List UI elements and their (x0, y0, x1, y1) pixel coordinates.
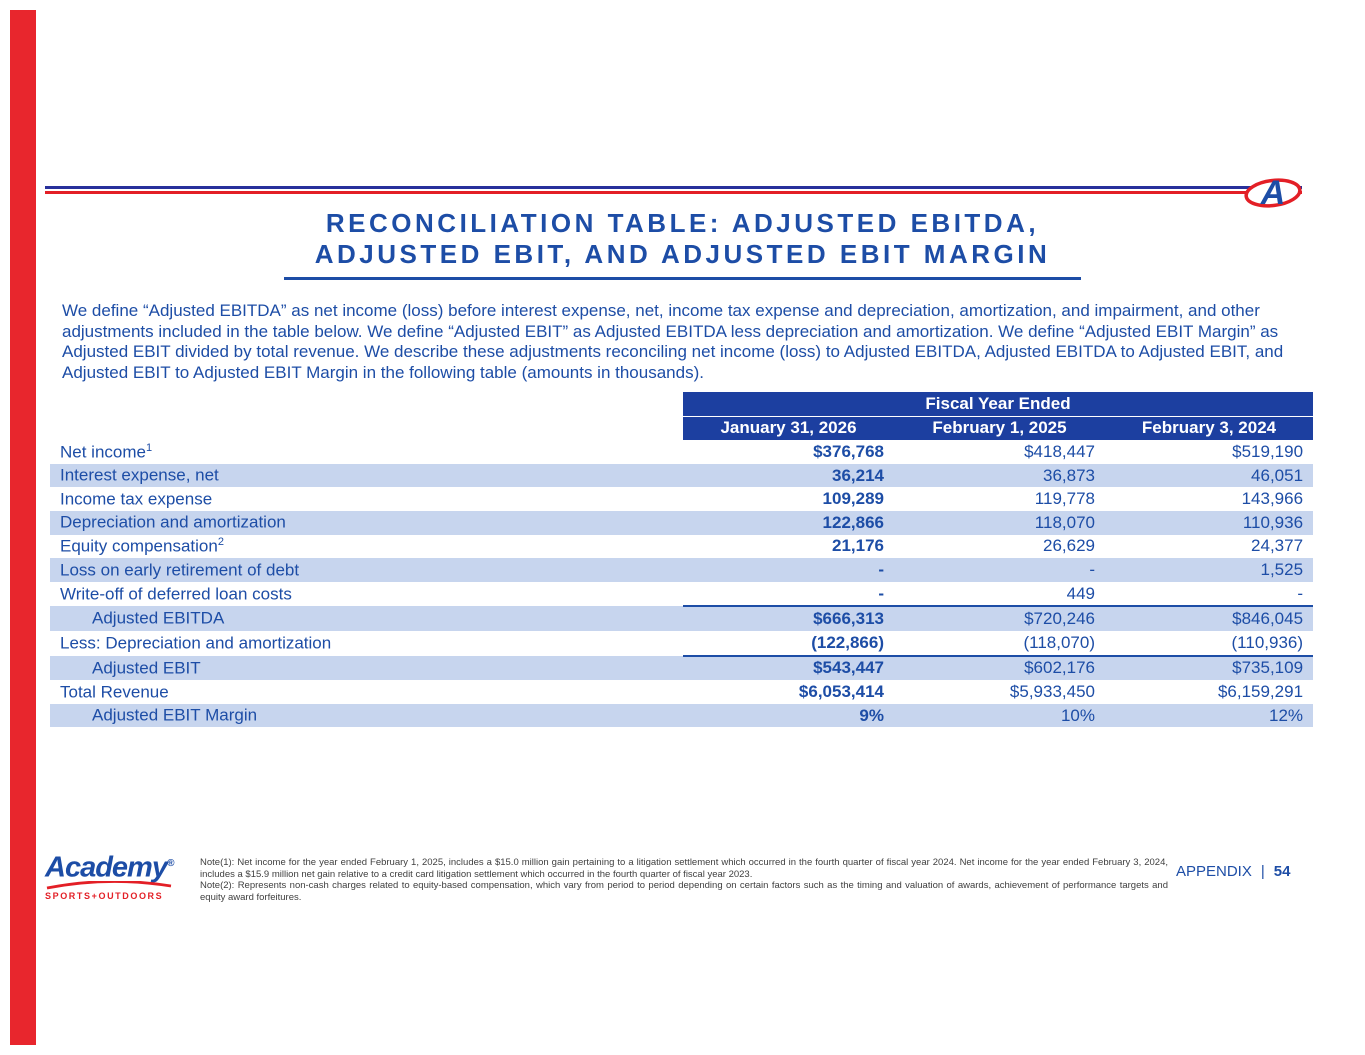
footnote-2: Note(2): Represents non-cash charges related to equity-based compensation, which vary from period to period depending on certain factors such as the timing and valuation of awards, achievement of performance targets and equity award forfeitures. (200, 880, 1168, 903)
academy-footer-logo (45, 849, 185, 901)
value-2024: $6,159,291 (1217, 681, 1304, 701)
row-label: Adjusted EBIT Margin (92, 705, 258, 725)
value-2026: - (878, 559, 884, 579)
table-row-net-income (50, 440, 1313, 464)
value-2026: 122,866 (822, 512, 884, 532)
table-row-less-depreciation-amortization (50, 631, 1313, 656)
value-2025: 26,629 (1043, 536, 1095, 556)
value-2026: (122,866) (811, 632, 884, 652)
page-number: 54 (1273, 863, 1291, 880)
value-2026: $666,313 (683, 606, 894, 631)
title-underline (284, 277, 1081, 280)
value-2025: $5,933,450 (1009, 681, 1095, 701)
table-row-write-off-deferred-loan-costs (50, 582, 1313, 607)
footnote-1: Note(1): Net income for the year ended February 1, 2025, includes a $15.0 million gain pertaining to a litigation settlement which occurred in the fourth quarter of fiscal year 2024. Net income for the year ended February 3, 2024, includes a $15.9 million net gain relative to a credit card litigation settlement which occurred in the fourth quarter of fiscal year 2023. (200, 857, 1168, 880)
value-2024: - (1297, 583, 1304, 603)
header-rule-red-line (45, 191, 1302, 194)
footnote-ref: 2 (217, 536, 224, 549)
row-label: Depreciation and amortization (60, 513, 286, 533)
row-label: Adjusted EBITDA (92, 608, 225, 628)
value-2024: 143,966 (1241, 489, 1304, 509)
value-2024: 1,525 (1260, 559, 1304, 579)
row-label: Interest expense, net (60, 465, 219, 485)
column-header-feb-3-2024: February 3, 2024 (1105, 416, 1313, 440)
value-2024: (110,936) (1231, 632, 1304, 652)
fiscal-year-ended-header: Fiscal Year Ended (683, 392, 1313, 416)
value-2026: $376,768 (813, 441, 884, 461)
row-label: Write-off of deferred loan costs (60, 584, 292, 604)
value-2024: 110,936 (1242, 512, 1304, 532)
slide-title-line2: ADJUSTED EBIT, AND ADJUSTED EBIT MARGIN (314, 239, 1051, 269)
registered-mark: ® (166, 858, 174, 869)
row-label: Equity compensation$^2$ (60, 536, 224, 556)
table-row-income-tax-expense (50, 487, 1313, 511)
value-2025: 118,070 (1034, 512, 1095, 532)
footnote-ref: 1 (145, 441, 153, 454)
table-row-total-revenue (50, 680, 1313, 704)
academy-logo-wordmark: Academy® (45, 851, 174, 884)
table-row-loss-early-retirement-debt (50, 558, 1313, 582)
value-2026: 36,214 (832, 465, 884, 485)
row-label: Total Revenue (60, 682, 169, 702)
table-row-adjusted-ebitda (50, 606, 1313, 631)
value-2024: 24,377 (1251, 536, 1304, 556)
slide-title (0, 208, 1365, 280)
value-2025: 10% (1060, 705, 1095, 725)
row-label: Less: Depreciation and amortization (60, 633, 332, 653)
academy-logo-subtext: SPORTS+OUTDOORS (45, 890, 164, 901)
appendix-page-indicator (1176, 863, 1326, 880)
row-label: Loss on early retirement of debt (60, 560, 300, 580)
column-header-jan-31-2026: January 31, 2026 (683, 416, 894, 440)
left-red-accent-bar (10, 10, 36, 1045)
row-label: Net income$^1$ (60, 441, 153, 462)
table-row-interest-expense (50, 464, 1313, 488)
row-label: Adjusted EBIT (92, 658, 201, 678)
value-2025: 119,778 (1034, 489, 1095, 509)
slide-title-line1: RECONCILIATION TABLE: ADJUSTED EBITDA, (325, 208, 1040, 238)
value-2025: $418,447 (1024, 441, 1095, 461)
appendix-label: APPENDIX (1176, 863, 1252, 880)
value-2025: - (1089, 559, 1095, 579)
value-2024: $846,045 (1105, 606, 1313, 631)
header-rule (45, 186, 1302, 194)
svg-text:A: A (1260, 174, 1286, 212)
table-row-depreciation-amortization (50, 511, 1313, 535)
table-row-adjusted-ebit (50, 656, 1313, 681)
value-2026: 9% (859, 705, 884, 725)
intro-paragraph: We define “Adjusted EBITDA” as net income (loss) before interest expense, net, income tax expense and depreciation, amortization, and impairment, and other adjustments included in the table below. We define “Adjusted EBIT” as Adjusted EBITDA less depreciation and amortization. We define “Adjusted EBIT Margin” as Adjusted EBIT divided by total revenue. We describe these adjustments reconciling net income (loss) to Adjusted EBITDA, Adjusted EBITDA to Adjusted EBIT, and Adjusted EBIT to Adjusted EBIT Margin in the following table (amounts in thousands). (62, 301, 1284, 382)
value-2025: (118,070) (1023, 632, 1095, 652)
value-2025: $602,176 (894, 656, 1105, 681)
value-2024: $735,109 (1105, 656, 1313, 681)
value-2026: 109,289 (822, 489, 884, 509)
table-row-equity-compensation (50, 535, 1313, 559)
value-2026: 21,176 (832, 536, 884, 556)
value-2026: - (878, 583, 884, 603)
header-spacer-cell (50, 392, 683, 416)
table-group-header-row (50, 392, 1313, 416)
header-spacer-cell (50, 416, 683, 440)
value-2024: $519,190 (1232, 441, 1304, 461)
value-2026: $543,447 (683, 656, 894, 681)
value-2024: 46,051 (1251, 465, 1304, 485)
value-2026: $6,053,414 (798, 681, 884, 701)
row-label: Income tax expense (60, 489, 213, 509)
footnotes (200, 857, 1168, 903)
reconciliation-table (50, 392, 1313, 727)
value-2024: 12% (1269, 705, 1304, 725)
column-header-feb-1-2025: February 1, 2025 (894, 416, 1105, 440)
value-2025: 449 (1066, 583, 1095, 603)
table-row-adjusted-ebit-margin (50, 704, 1313, 728)
value-2025: 36,873 (1043, 465, 1095, 485)
table-column-header-row (50, 416, 1313, 440)
value-2025: $720,246 (894, 606, 1105, 631)
appendix-separator: | (1260, 863, 1265, 880)
